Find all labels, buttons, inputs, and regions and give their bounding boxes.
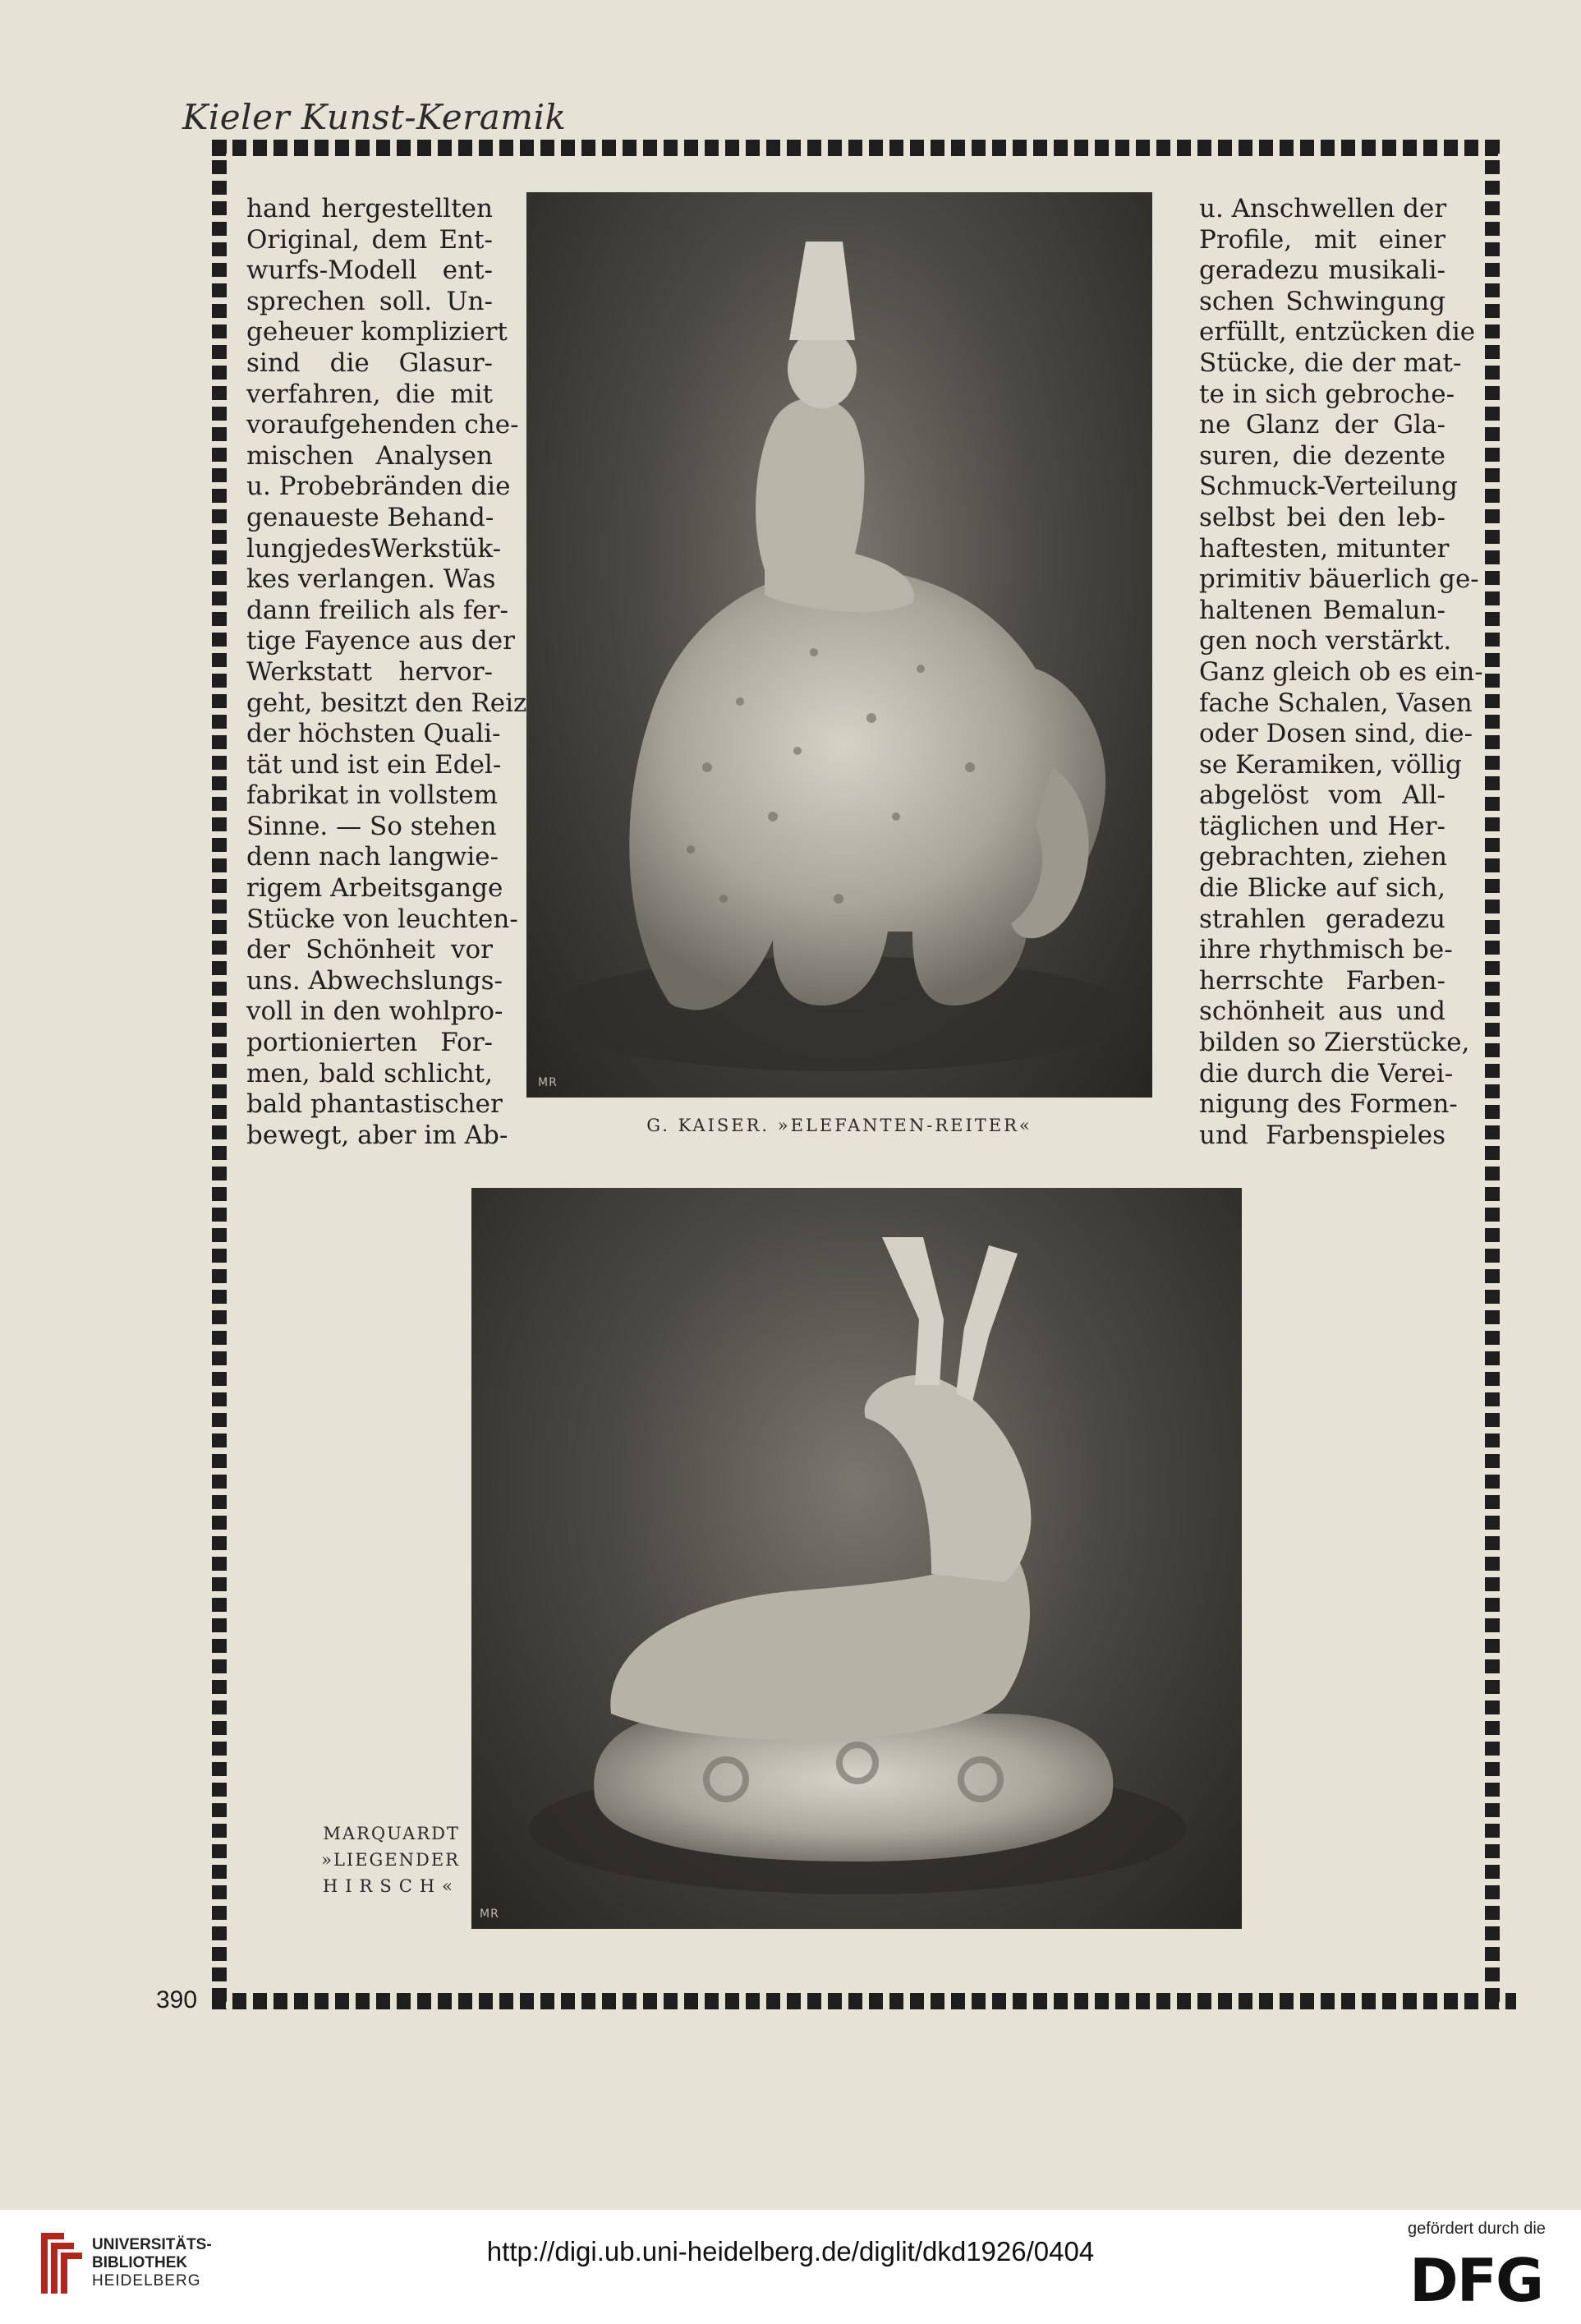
text-line: sind die Glasur- bbox=[246, 347, 493, 378]
photo-lying-deer bbox=[471, 1188, 1242, 1929]
text-line: voll in den wohlpro- bbox=[246, 996, 503, 1027]
text-line: nigung des Formen- bbox=[1199, 1089, 1458, 1120]
text-line: dann freilich als fer- bbox=[246, 595, 508, 625]
text-line: strahlen geradezu bbox=[1199, 904, 1445, 934]
text-line: Stücke, die der mat- bbox=[1199, 347, 1462, 378]
text-line: Stücke von leuchten- bbox=[246, 904, 518, 934]
text-line: schen Schwingung bbox=[1199, 286, 1445, 316]
text-line: gen noch verstärkt. bbox=[1199, 626, 1452, 656]
text-line: Sinne. — So stehen bbox=[246, 811, 497, 841]
text-line: uns. Abwechslungs- bbox=[246, 965, 503, 996]
text-line: sprechen soll. Un- bbox=[246, 286, 493, 316]
text-line: men, bald schlicht, bbox=[246, 1058, 493, 1088]
caption-lying-deer bbox=[287, 1820, 460, 1899]
text-line: Profile, mit einer bbox=[1199, 224, 1445, 255]
text-line: und Farbenspieles bbox=[1199, 1120, 1445, 1150]
text-line: wurfs-Modell ent- bbox=[246, 255, 493, 286]
text-line: lungjedesWerkstük- bbox=[246, 533, 502, 564]
text-line: die Blicke auf sich, bbox=[1199, 873, 1445, 904]
text-line: tige Fayence aus der bbox=[246, 626, 515, 656]
text-line: mischen Analysen bbox=[246, 440, 493, 471]
text-line: rigem Arbeitsgange bbox=[246, 873, 503, 904]
text-line: geheuer kompliziert bbox=[246, 317, 508, 347]
text-line: fache Schalen, Vasen bbox=[1199, 688, 1473, 718]
text-line: Werkstatt hervor- bbox=[246, 656, 493, 687]
caption-elephant-rider: G. KAISER. »ELEFANTEN-REITER« bbox=[646, 1116, 1032, 1135]
dfg-logo: DFG bbox=[1409, 2246, 1543, 2315]
text-column-left bbox=[246, 194, 527, 1151]
elephant-rider-illustration bbox=[526, 192, 1152, 1098]
photographer-mark: MR bbox=[480, 1908, 499, 1921]
text-line: bilden so Zierstücke, bbox=[1199, 1028, 1470, 1058]
text-line: se Keramiken, völlig bbox=[1199, 749, 1462, 780]
text-line: abgelöst vom All- bbox=[1199, 780, 1445, 811]
text-line: Original, dem Ent- bbox=[246, 224, 493, 255]
text-line: u. Probebränden die bbox=[246, 472, 511, 502]
caption-line: HIRSCH« bbox=[322, 1876, 460, 1896]
text-line: te in sich gebroche- bbox=[1199, 379, 1455, 409]
text-line: der höchsten Quali- bbox=[246, 719, 501, 749]
text-line: verfahren, die mit bbox=[246, 379, 493, 409]
text-line: geradezu musikali- bbox=[1199, 255, 1445, 286]
page-number: 390 bbox=[156, 1986, 198, 2013]
funding-note: gefördert durch die bbox=[1408, 2220, 1546, 2238]
text-line: geht, besitzt den Reiz bbox=[246, 688, 527, 718]
text-line: primitiv bäuerlich ge- bbox=[1199, 564, 1479, 595]
caption-line: »LIEGENDER bbox=[321, 1850, 460, 1870]
text-line: voraufgehenden che- bbox=[246, 410, 519, 440]
text-line: ne Glanz der Gla- bbox=[1199, 410, 1445, 440]
text-column-right bbox=[1199, 194, 1483, 1151]
frame-border-bottom bbox=[212, 1993, 1516, 2009]
text-line: suren, die dezente bbox=[1199, 440, 1445, 471]
text-line: portionierten For- bbox=[246, 1028, 493, 1058]
text-line: herrschte Farben- bbox=[1199, 965, 1445, 996]
text-line: ihre rhythmisch be- bbox=[1199, 935, 1453, 965]
text-line: selbst bei den leb- bbox=[1199, 502, 1445, 532]
text-line: bewegt, aber im Ab- bbox=[246, 1120, 508, 1150]
photo-elephant-rider bbox=[526, 192, 1152, 1098]
library-name-line: HEIDELBERG bbox=[92, 2272, 201, 2289]
text-line: erfüllt, entzücken die bbox=[1199, 317, 1476, 347]
photographer-mark: MR bbox=[538, 1076, 558, 1089]
text-line: täglichen und Her- bbox=[1199, 811, 1445, 841]
text-line: Ganz gleich ob es ein- bbox=[1199, 656, 1483, 687]
text-line: haftesten, mitunter bbox=[1199, 533, 1450, 564]
text-line: denn nach langwie- bbox=[246, 842, 499, 872]
text-line: tät und ist ein Edel- bbox=[246, 749, 502, 780]
lying-deer-illustration bbox=[471, 1188, 1242, 1929]
text-line: gebrachten, ziehen bbox=[1199, 842, 1448, 872]
text-line: Schmuck-Verteilung bbox=[1199, 472, 1458, 502]
text-line: hand hergestellten bbox=[246, 194, 493, 223]
text-line: fabrikat in vollstem bbox=[246, 780, 498, 811]
library-name-line: UNIVERSITÄTS- bbox=[92, 2236, 212, 2253]
text-line: kes verlangen. Was bbox=[246, 564, 496, 595]
frame-border-right bbox=[1485, 140, 1500, 2009]
digitization-url[interactable]: http://digi.ub.uni-heidelberg.de/diglit/dkd1926/0404 bbox=[486, 2236, 1095, 2266]
text-line: bald phantastischer bbox=[246, 1089, 503, 1120]
frame-border-top bbox=[212, 140, 1498, 156]
text-line: haltenen Bemalun- bbox=[1199, 595, 1445, 625]
text-line: der Schönheit vor bbox=[246, 935, 493, 965]
frame-border-left bbox=[212, 140, 227, 2009]
text-line: u. Anschwellen der bbox=[1199, 194, 1447, 223]
text-line: oder Dosen sind, die- bbox=[1199, 719, 1473, 749]
text-line: genaueste Behand- bbox=[246, 502, 494, 532]
caption-line: MARQUARDT bbox=[323, 1824, 460, 1843]
running-head: Kieler Kunst-Keramik bbox=[182, 97, 567, 137]
library-name-line: BIBLIOTHEK bbox=[92, 2254, 188, 2271]
text-line: die durch die Verei- bbox=[1199, 1058, 1454, 1088]
text-line: schönheit aus und bbox=[1199, 996, 1445, 1027]
